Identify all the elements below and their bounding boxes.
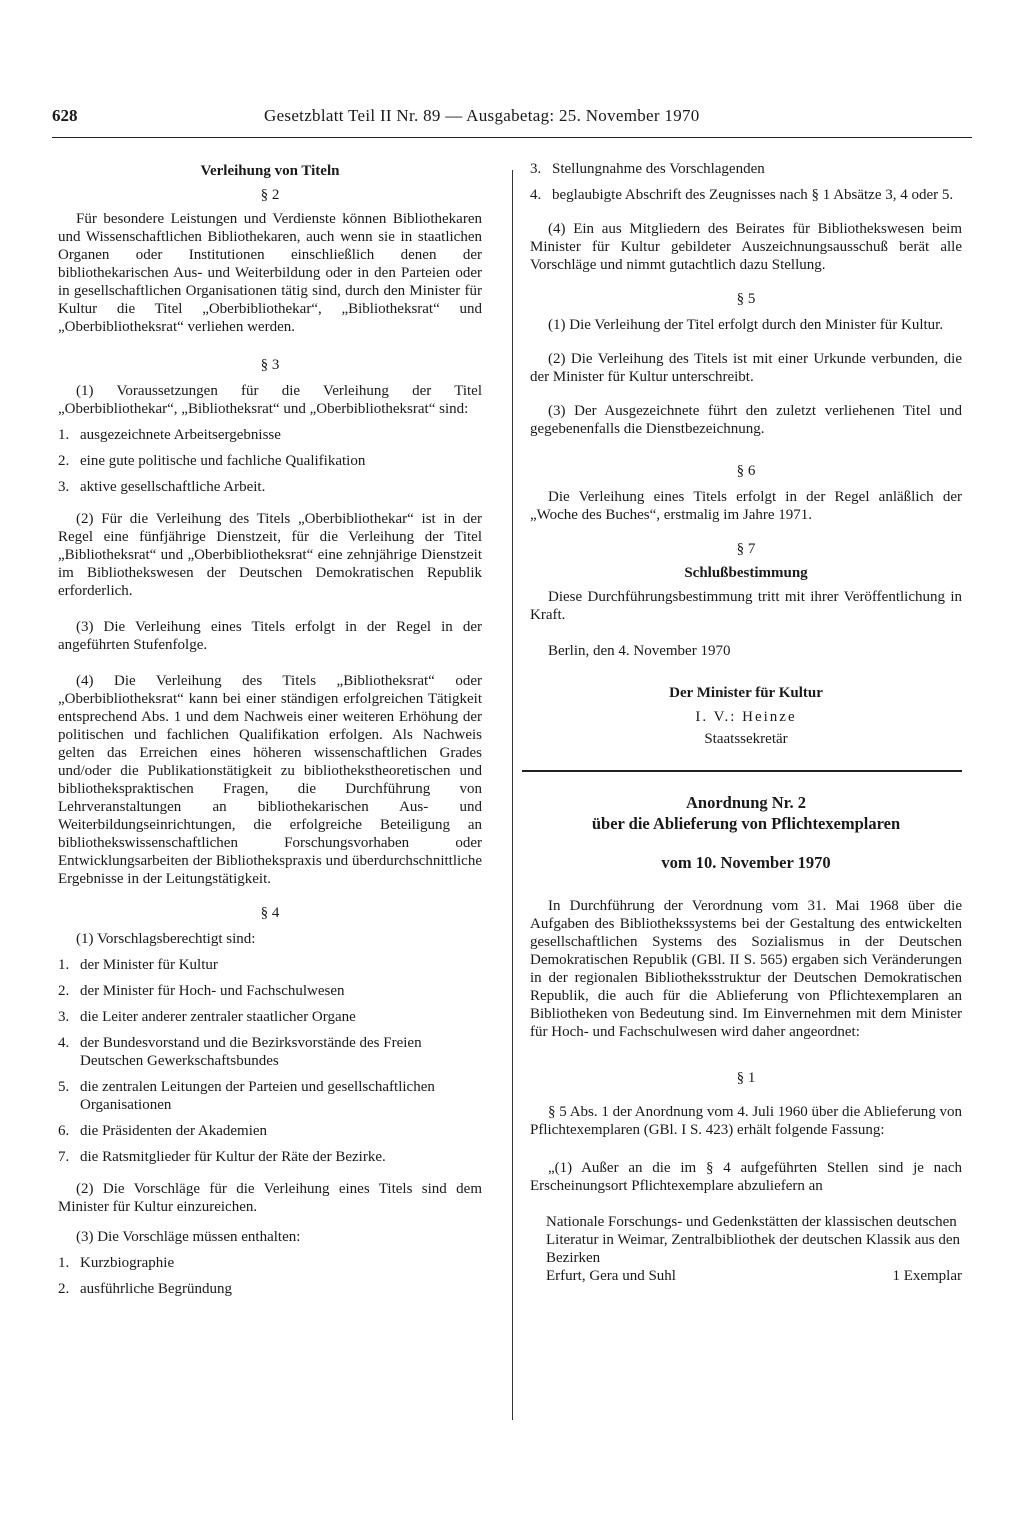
copy-count: 1 Exemplar — [892, 1268, 962, 1284]
ordinance-subtitle: über die Ablieferung von Pflichtexemplaren — [591, 814, 901, 833]
paragraph-text: (1) Voraussetzungen für die Verleihung der Titel „Oberbibliothekar“, „Bibliotheksrat“ und „Oberbibliotheksrat“ sind: — [58, 383, 482, 417]
paragraph-number: § 6 — [736, 463, 756, 479]
paragraph-text: § 5 Abs. 1 der Anordnung vom 4. Juli 1960 über die Ablieferung von Pflichtexemplaren (GBl. I S. 423) erhält folgende Fassung: — [530, 1104, 962, 1138]
paragraph-text: Die Verleihung eines Titels erfolgt in der Regel anläßlich der „Woche des Buches“, erstmalig im Jahre 1971. — [530, 489, 962, 523]
paragraph-text: (3) Der Ausgezeichnete führt den zuletzt verliehenen Titel und gegebenenfalls die Dienstbezeichnung. — [530, 403, 962, 437]
list-item: 3. die Leiter anderer zentraler staatlicher Organe — [58, 1009, 356, 1025]
signer-name: I. V.: Heinze — [695, 709, 797, 725]
paragraph-text: (2) Für die Verleihung des Titels „Oberbibliothekar“ ist in der Regel eine fünfjährige Dienstzeit, für die Verleihung der Titel „Bibliotheksrat“ und „Oberbibliotheksrat“ eine zehnjährige Dienstzeit im Bibliothekswesen der Deutschen Demokratischen Republik erforderlich. — [58, 511, 482, 599]
page-number: 628 — [52, 106, 78, 125]
paragraph-text: (4) Ein aus Mitgliedern des Beirates für Bibliothekswesen beim Minister für Kultur gebildeter Auszeichnungsausschuß berät alle Vorschläge und nimmt gutachtlich dazu Stellung. — [530, 221, 962, 273]
list-item: 3. Stellungnahme des Vorschlagenden — [530, 161, 765, 177]
list-item: 4. beglaubigte Abschrift des Zeugnisses nach § 1 Absätze 3, 4 oder 5. — [530, 187, 954, 203]
list-item: 3. aktive gesellschaftliche Arbeit. — [58, 479, 266, 495]
recipient-districts: Erfurt, Gera und Suhl — [546, 1268, 676, 1284]
left-column — [58, 158, 482, 1298]
list-item: 1. Kurzbiographie — [58, 1255, 175, 1271]
list-item: 2. ausführliche Begründung — [58, 1281, 233, 1297]
list-item: 5. die zentralen Leitungen der Parteien und gesellschaftlichen Organisationen — [58, 1079, 435, 1113]
ordinance-title: Anordnung Nr. 2 — [686, 793, 806, 812]
signer-role: Staatssekretär — [704, 731, 788, 747]
section-rule — [522, 770, 962, 772]
paragraph-number: § 7 — [736, 541, 756, 557]
list-item: 1. ausgezeichnete Arbeitsergebnisse — [58, 427, 281, 443]
paragraph-text: Diese Durchführungsbestimmung tritt mit ihrer Veröffentlichung in Kraft. — [530, 589, 962, 623]
list-item: 7. die Ratsmitglieder für Kultur der Räte der Bezirke. — [58, 1149, 386, 1165]
right-column — [530, 158, 962, 1285]
section-heading: Schlußbestimmung — [684, 565, 808, 581]
page-header-title: Gesetzblatt Teil II Nr. 89 — Ausgabetag: 25. November 1970 — [264, 106, 700, 125]
numbered-list — [58, 426, 482, 496]
column-divider — [512, 170, 513, 1420]
paragraph-text: (3) Die Verleihung eines Titels erfolgt in der Regel in der angeführten Stufenfolge. — [58, 619, 482, 653]
list-item: 2. eine gute politische und fachliche Qualifikation — [58, 453, 366, 469]
numbered-list — [58, 956, 482, 1166]
paragraph-number: § 1 — [736, 1070, 756, 1086]
paragraph-text: (4) Die Verleihung des Titels „Bibliotheksrat“ oder „Oberbibliotheksrat“ kann bei einer ständigen erfolgreichen Tätigkeit entsprechend Abs. 1 und dem Nachweis einer weiteren Erhöhung der politischen und fachlichen Qualifikation erfolgen. Als Nachweis gelten das Erreichen eines höheren wissenschaftlichen Grades und/oder die Publikationstätigkeit zu bibliothekstheoretischen und bibliothekspraktischen Fragen, die Durchführung von Lehrveranstaltungen an bibliothekarischen Aus- und Weiterbildungseinrichtungen, die erfolgreiche Beteiligung an bibliothekswissenschaftlichen Forschungsvorhaben oder Entwicklungsarbeiten der Bibliothekspraxis und überdurchschnittliche Ergebnisse in der Leitungstätigkeit. — [58, 673, 482, 887]
paragraph-text: In Durchführung der Verordnung vom 31. Mai 1968 über die Aufgaben des Bibliothekssystems bei der Gestaltung des entwickelten gesellschaftlichen Systems des Sozialismus in der Deutschen Demokratischen Republik (GBl. II S. 565) ergaben sich Veränderungen in der regionalen Bibliotheksstruktur der Deutschen Demokratischen Republik, die auch für die Ablieferung von Pflichtexemplaren an Bibliotheken von Bedeutung sind. Im Einvernehmen mit dem Minister für Hoch- und Fachschulwesen wird daher angeordnet: — [530, 898, 962, 1040]
list-item: 6. die Präsidenten der Akademien — [58, 1123, 268, 1139]
paragraph-number: § 3 — [260, 357, 280, 373]
paragraph-text: (1) Die Verleihung der Titel erfolgt durch den Minister für Kultur. — [548, 317, 944, 333]
paragraph-text: (2) Die Verleihung des Titels ist mit einer Urkunde verbunden, die der Minister für Kultur unterschreibt. — [530, 351, 962, 385]
header-rule — [52, 137, 972, 138]
list-item: 2. der Minister für Hoch- und Fachschulwesen — [58, 983, 345, 999]
paragraph-text: (1) Vorschlagsberechtigt sind: — [76, 931, 256, 947]
paragraph-text: (2) Die Vorschläge für die Verleihung eines Titels sind dem Minister für Kultur einzureichen. — [58, 1181, 482, 1215]
ordinance-date: vom 10. November 1970 — [661, 853, 831, 872]
paragraph-number: § 5 — [736, 291, 756, 307]
paragraph-text: (3) Die Vorschläge müssen enthalten: — [76, 1229, 301, 1245]
list-item: 4. der Bundesvorstand und die Bezirksvorstände des Freien Deutschen Gewerkschaftsbundes — [58, 1035, 422, 1069]
paragraph-text: Für besondere Leistungen und Verdienste können Bibliothekaren und Wissenschaftlichen Bibliothekaren, auch wenn sie in staatlichen Organen oder Institutionen einschließlich denen der bibliothekarischen Aus- und Weiterbildung oder in den Parteien oder in gesellschaftlichen Organisationen tätig sind, durch den Minister für Kultur die Titel „Oberbibliothekar“, „Bibliotheksrat“ und „Oberbibliotheksrat“ verliehen werden. — [58, 211, 482, 335]
paragraph-number: § 2 — [260, 187, 280, 203]
place-date: Berlin, den 4. November 1970 — [548, 643, 731, 659]
numbered-list — [58, 1254, 482, 1298]
numbered-list — [530, 160, 962, 204]
page-header — [52, 106, 972, 136]
paragraph-number: § 4 — [260, 905, 280, 921]
list-item: 1. der Minister für Kultur — [58, 957, 218, 973]
recipient-text: Nationale Forschungs- und Gedenkstätten der klassischen deutschen Literatur in Weimar, Zentralbibliothek der deutschen Klassik aus den Bezirken — [546, 1214, 961, 1266]
signer-title: Der Minister für Kultur — [669, 685, 823, 701]
recipient-row — [530, 1267, 962, 1285]
quoted-text: „(1) Außer an die im § 4 aufgeführten Stellen sind je nach Erscheinungsort Pflichtexemplare abzuliefern an — [530, 1160, 962, 1194]
section-heading: Verleihung von Titeln — [200, 163, 340, 179]
